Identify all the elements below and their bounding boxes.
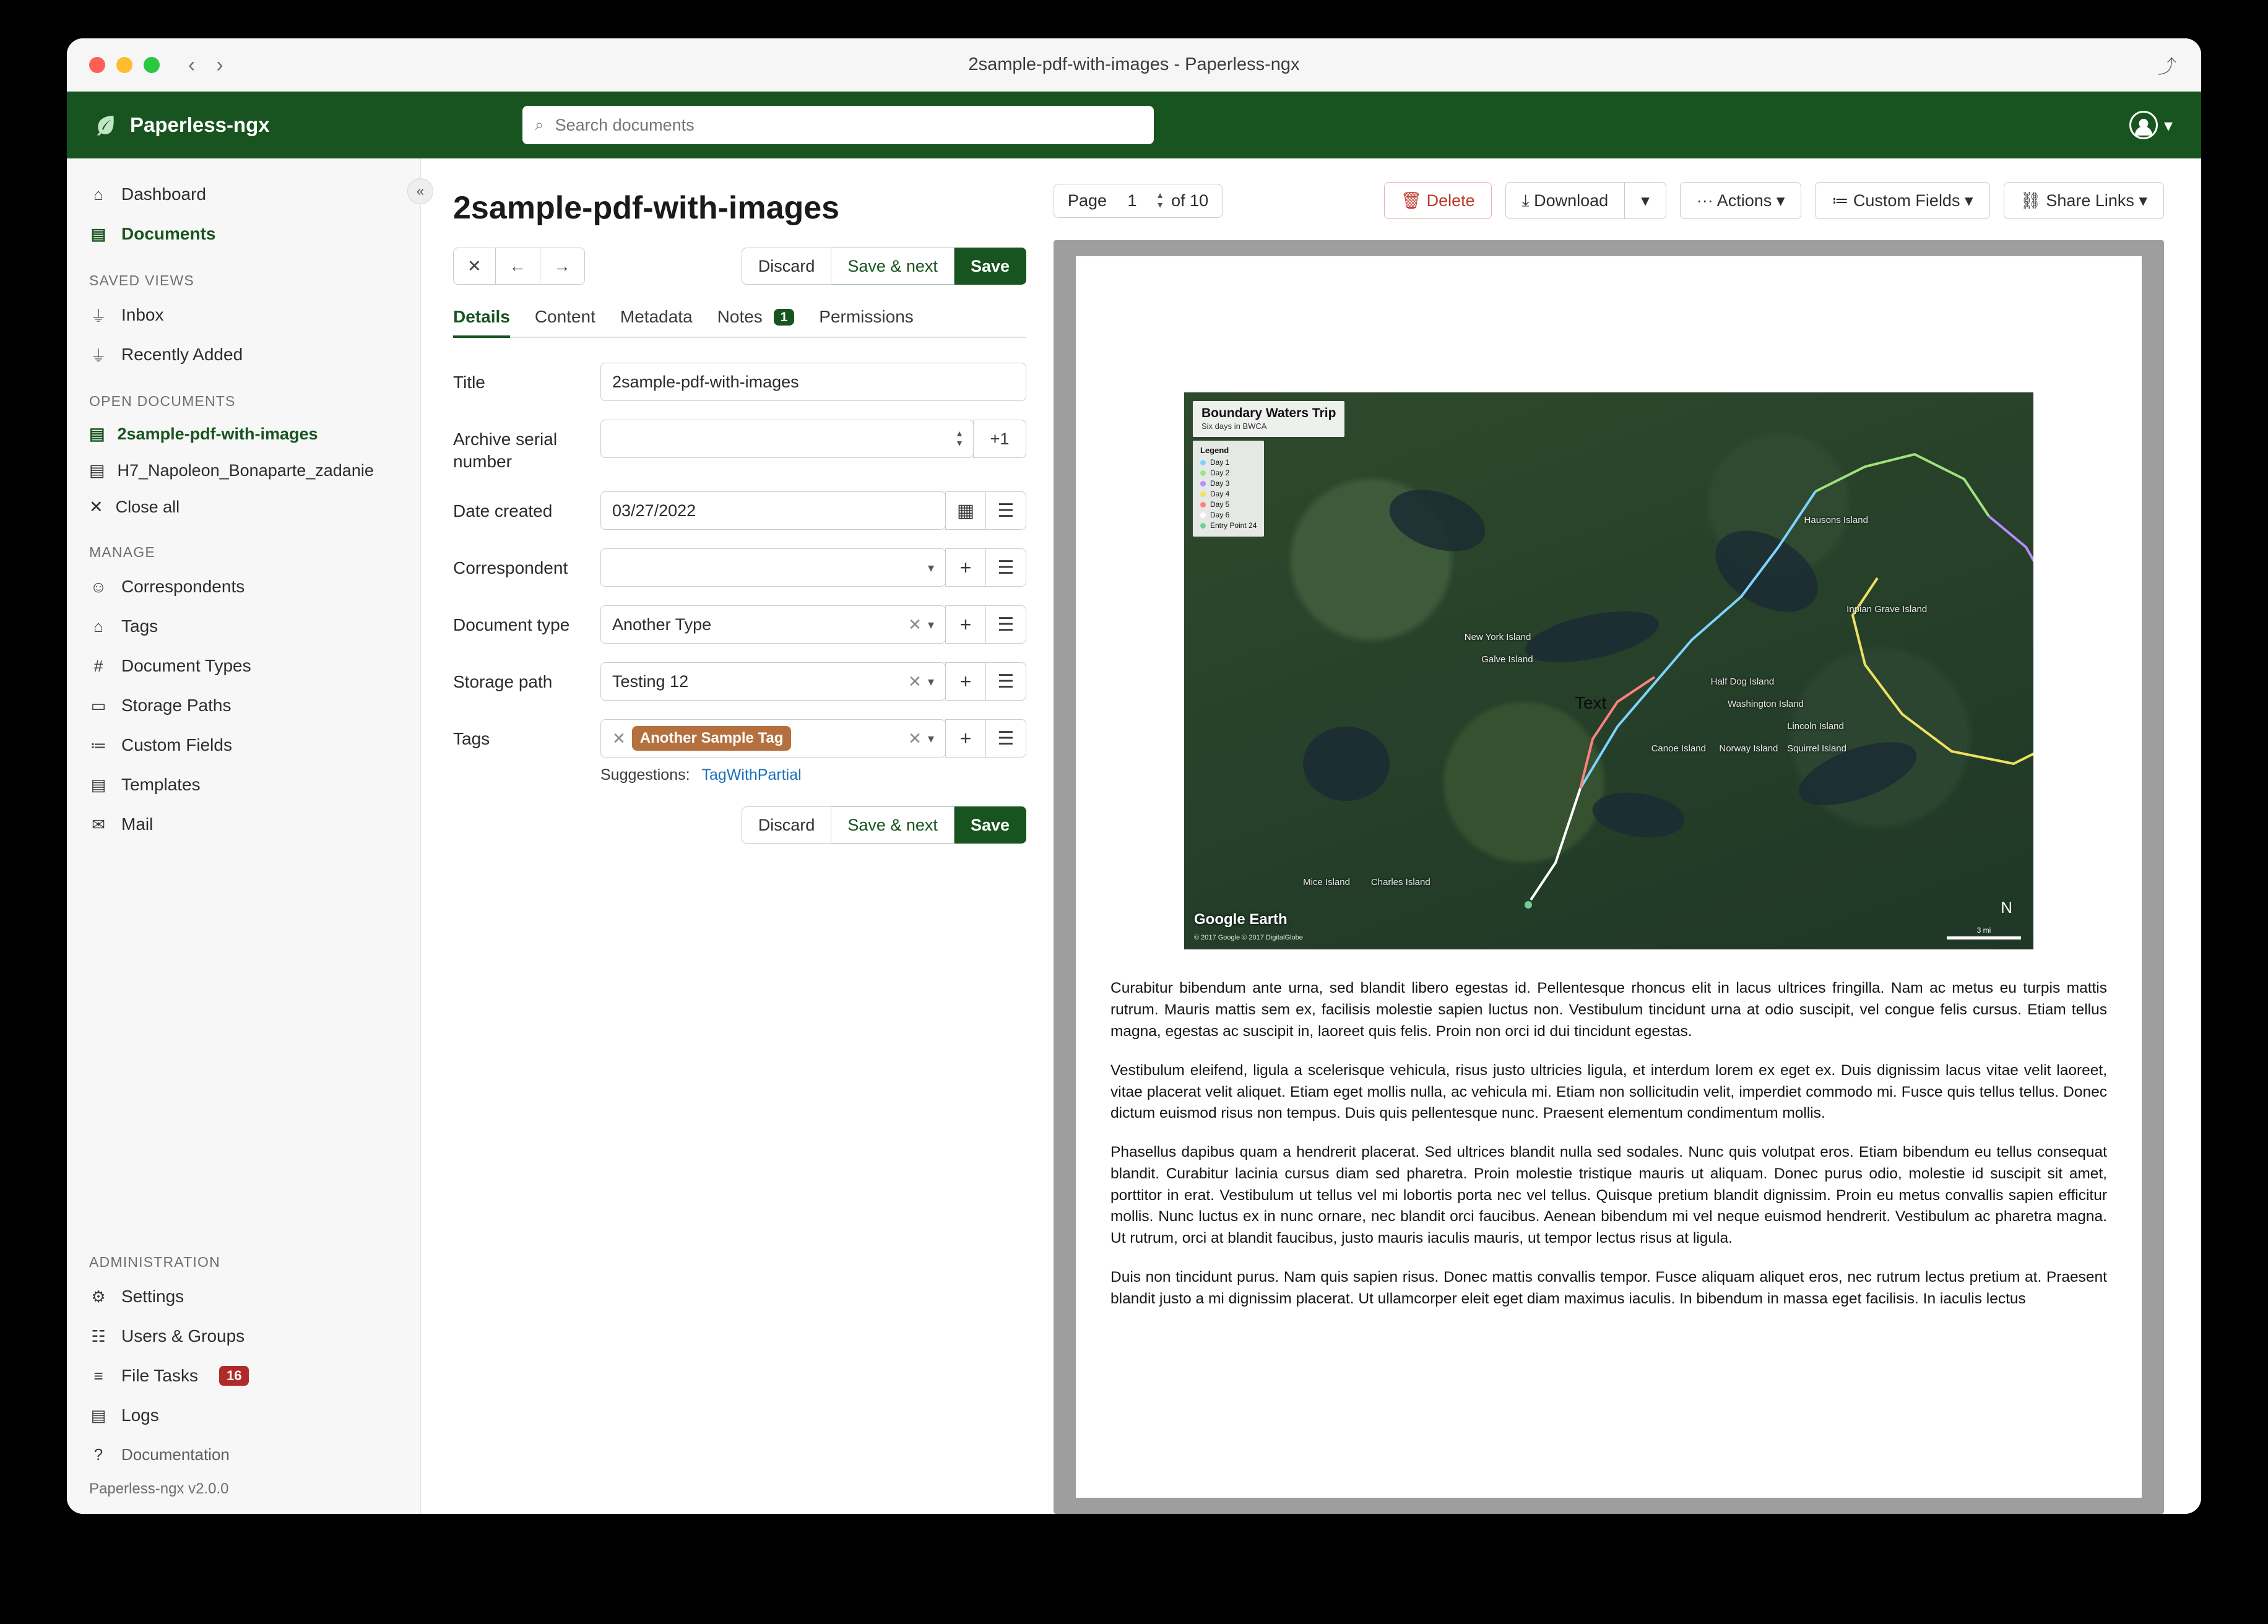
map-routes [1184, 392, 2033, 949]
field-storage-path [453, 662, 1026, 701]
delete-label: Delete [1426, 191, 1475, 210]
correspondent-label: Correspondent [453, 558, 568, 578]
template-icon: ▤ [90, 775, 106, 794]
asn-label: Archive serial number [453, 430, 558, 472]
search-box[interactable] [522, 106, 1154, 144]
field-archive-serial-number [453, 420, 1026, 473]
pdf-canvas[interactable] [1054, 240, 2164, 1514]
sidebar-item-custom-fields[interactable] [67, 725, 420, 765]
share-icon[interactable]: ⤴ [2158, 56, 2176, 77]
suggestions-label: Suggestions: [600, 766, 690, 784]
file-tasks-badge: 16 [219, 1366, 249, 1386]
map-place-label: Inpian Grave Island [1846, 604, 1928, 615]
document-map-image [1184, 392, 2033, 949]
map-legend [1193, 441, 1264, 537]
correspondent-select[interactable] [600, 548, 946, 587]
map-place-label: Charles Island [1370, 877, 1430, 888]
forward-icon[interactable]: › [216, 53, 223, 77]
editor-tabs[interactable] [453, 307, 1026, 338]
download-button[interactable] [1505, 182, 1625, 219]
actions-label: Actions [1716, 191, 1772, 210]
sidebar-item-documentation[interactable] [89, 1435, 398, 1474]
sidebar-item-storage-paths[interactable] [67, 686, 420, 725]
sidebar-item-label: Inbox [121, 305, 164, 324]
sidebar-item-label: Correspondents [121, 577, 245, 596]
save-and-next-button-bottom[interactable]: Save & next [831, 806, 954, 844]
sidebar-item-file-tasks[interactable] [89, 1356, 398, 1396]
tag-suggestions [600, 766, 1026, 784]
sidebar-item-documents[interactable] [67, 214, 420, 254]
next-document-button[interactable]: → [540, 248, 585, 285]
map-title-box [1193, 401, 1344, 437]
field-title [453, 363, 1026, 401]
save-and-next-button[interactable]: Save & next [831, 248, 954, 285]
remove-tag-icon[interactable]: ✕ [612, 728, 626, 748]
discard-button[interactable]: Discard [742, 248, 832, 285]
sidebar-heading-open-documents: OPEN DOCUMENTS [89, 393, 236, 409]
document-viewer [1054, 158, 2201, 1514]
sidebar-item-recently-added[interactable] [67, 335, 420, 374]
save-buttons-bottom [453, 806, 1026, 844]
google-earth-logo: Google Earth [1194, 911, 1288, 928]
editor-action-bar [453, 248, 1026, 285]
chevron-down-icon[interactable]: ▾ [927, 732, 934, 746]
logs-icon: ▤ [90, 1406, 106, 1425]
add-storage-path-button[interactable]: + [945, 662, 986, 701]
map-place-label: Squirrel Island [1787, 743, 1846, 754]
map-place-label: Hausons Island [1804, 515, 1868, 526]
calendar-icon[interactable]: ▦ [945, 491, 986, 530]
tab-notes[interactable] [717, 307, 795, 337]
funnel-icon: ⏚ [90, 346, 106, 365]
page-label: Page [1068, 191, 1107, 210]
map-place-label: Norway Island [1719, 743, 1778, 754]
leaf-icon [93, 113, 118, 137]
folder-icon: ▭ [90, 696, 106, 715]
app-version: Paperless-ngx v2.0.0 [89, 1480, 229, 1497]
download-icon: ⤓ [1521, 191, 1530, 210]
share-links-button[interactable] [2004, 182, 2164, 219]
clear-tags-icon[interactable]: ✕ [908, 728, 922, 748]
sidebar-item-label: File Tasks [121, 1366, 198, 1385]
chevron-down-icon: ▾ [1776, 191, 1785, 210]
sidebar-collapse-button[interactable]: « [407, 178, 433, 204]
field-document-type [453, 605, 1026, 644]
document-paragraph: Phasellus dapibus quam a hendrerit placerat. Sed ultrices blandit nulla sed sodales. Nunc quis volutpat eros. Etiam bibendum eu tellus consequat blandit. Curabitur lacinia cursus diam sed pharetra. Proin molestie tristique mauris ut aliquam. Donec purus odio, molestie id suscipit sit amet, porttitor in erat. Vestibulum ut tellus vel mi lobortis porta nec vel tellus. Quisque pretium blandit dignissim. Proin eu metus convallis sapien efficitur mollis. Nunc luctus ex in nunc ornare, nec blandit orci faucibus. Aenean bibendum mi vel neque euismod hendrerit. Vestibulum ac pharetra magna. Ut rutrum, orci at blandit faucibus, justo mauris iaculis mauris, ut tempor lectus risus at ligula. [1110, 1144, 2107, 1247]
chevron-down-icon: ▾ [1964, 191, 1973, 210]
date-input[interactable] [600, 491, 946, 530]
fields-icon: ≔ [1832, 191, 1849, 210]
back-icon[interactable]: ‹ [188, 53, 196, 77]
chevron-down-icon[interactable]: ▾ [927, 675, 934, 689]
document-icon: ▤ [89, 461, 105, 480]
sidebar-item-logs[interactable] [89, 1396, 398, 1435]
custom-fields-label: Custom Fields [1853, 191, 1960, 210]
storage-path-filter-icon[interactable]: ☰ [985, 662, 1026, 701]
map-place-label: Canoe Island [1651, 743, 1706, 754]
sidebar-heading-manage: MANAGE [89, 544, 155, 560]
notes-count-badge: 1 [774, 309, 795, 326]
page-stepper-icon[interactable]: ▴ ▾ [1158, 189, 1163, 211]
sidebar-item-label: Logs [121, 1406, 159, 1425]
discard-button-bottom[interactable]: Discard [742, 806, 832, 844]
field-date-created [453, 491, 1026, 530]
download-options-button[interactable]: ▾ [1625, 182, 1666, 219]
window-title: 2sample-pdf-with-images - Paperless-ngx [968, 54, 1300, 74]
storage-path-select[interactable] [600, 662, 946, 701]
document-paragraph: Vestibulum eleifend, ligula a scelerisque vehicula, risus justo ultricies ligula, et interdum lorem ex eget ex. Duis dignissim lacus vitae velit laoreet, vitae placerat velit aliquet. Etiam eget mollis nulla, ac vehicula mi. Etiam non sollicitudin velit, imperdiet commodo mi. Fusce quis tellus tellus. Donec dictum euismod risus non tempus. Duis quis pellentesque nunc. Praesent elementum condimentum mollis. [1110, 1061, 2107, 1122]
title-label: Title [453, 373, 485, 392]
tab-details[interactable] [453, 307, 510, 337]
map-place-label: Lincoln Island [1787, 721, 1844, 732]
download-group[interactable] [1505, 182, 1666, 219]
sidebar-item-tags[interactable] [67, 607, 420, 646]
close-document-button[interactable]: ✕ [453, 248, 496, 285]
page-total-label: of 10 [1171, 191, 1209, 210]
clear-storage-path-icon[interactable]: ✕ [908, 672, 922, 691]
sidebar-heading-administration: ADMINISTRATION [89, 1254, 220, 1270]
pdf-page [1076, 256, 2142, 1498]
scale-label: 3 mi [1976, 926, 1991, 935]
storage-path-value: Testing 12 [612, 672, 689, 691]
documents-icon: ▤ [90, 224, 106, 243]
sidebar-item-inbox[interactable] [67, 295, 420, 335]
previous-document-button[interactable]: ← [496, 248, 540, 285]
storage-path-label: Storage path [453, 672, 553, 692]
map-subtitle: Six days in BWCA [1201, 421, 1267, 431]
sidebar-item-mail[interactable] [67, 805, 420, 844]
download-label: Download [1534, 191, 1609, 210]
sidebar-item-label: Custom Fields [121, 735, 232, 754]
chevron-down-icon: ▾ [2139, 191, 2147, 210]
close-icon: ✕ [89, 498, 103, 516]
legend-title: Legend [1200, 446, 1229, 456]
asn-next-button[interactable]: +1 [973, 420, 1026, 458]
hash-icon: # [93, 656, 103, 675]
delete-button[interactable] [1384, 182, 1492, 219]
trash-icon: 🗑 [1400, 191, 1422, 210]
sidebar [67, 158, 425, 1514]
chevron-down-icon[interactable]: ▾ [2163, 115, 2173, 135]
sidebar-item-settings[interactable] [89, 1277, 398, 1316]
chevron-down-icon[interactable]: ▾ [927, 618, 934, 632]
window-titlebar [67, 38, 2201, 92]
tab-content[interactable] [535, 307, 595, 337]
tab-metadata[interactable] [620, 307, 693, 337]
page-number-input[interactable] [1115, 191, 1149, 211]
sidebar-item-label: Tags [121, 616, 158, 636]
map-place-label: Galve Island [1481, 654, 1533, 665]
home-icon: ⌂ [93, 184, 103, 204]
save-button-bottom[interactable]: Save [954, 806, 1026, 844]
legend-item: Day 1 [1210, 458, 1230, 467]
page-title: 2sample-pdf-with-images [453, 190, 840, 226]
add-document-type-button[interactable]: + [945, 605, 986, 644]
date-value: 03/27/2022 [612, 501, 696, 520]
legend-item: Day 5 [1210, 500, 1230, 509]
sidebar-close-all-button[interactable] [67, 489, 420, 525]
sidebar-item-label: H7_Napoleon_Bonaparte_zadanie [117, 461, 374, 480]
viewer-toolbar [1054, 182, 2164, 219]
sidebar-footer [67, 1235, 420, 1514]
document-type-value: Another Type [612, 615, 712, 634]
page-selector[interactable] [1054, 184, 1223, 218]
stepper-icon[interactable]: ▴ ▾ [956, 428, 962, 449]
compass-icon: N [2001, 898, 2012, 917]
document-text [1106, 978, 2112, 1310]
field-correspondent [453, 548, 1026, 587]
document-paragraph: Duis non tincidunt purus. Nam quis sapien risus. Donec mattis convallis tempor. Fusce aliquam aliquet eros, nec rutrum lectus pretium at. Praesent blandit justo a mi dignissim placerat. Ut ullamcorper eleit eget diam maximus iaculis. In bibendum in massa eget facilisis. In iaculis lectus [1110, 1268, 2107, 1307]
search-input[interactable] [554, 115, 1141, 136]
map-place-label: Washington Island [1728, 699, 1804, 710]
user-menu[interactable] [2129, 111, 2173, 139]
legend-item: Day 2 [1210, 469, 1230, 478]
tags-label: Tags [453, 729, 490, 749]
sidebar-item-label: Templates [121, 775, 201, 794]
save-buttons-top[interactable] [742, 248, 1026, 285]
tab-permissions[interactable] [819, 307, 913, 337]
sidebar-item-label: Close all [115, 498, 180, 516]
gear-icon: ⚙ [91, 1287, 106, 1306]
map-credit: © 2017 Google © 2017 DigitalGlobe [1194, 933, 1303, 941]
document-type-label: Document type [453, 615, 570, 635]
legend-item: Day 3 [1210, 479, 1230, 488]
share-links-label: Share Links [2046, 191, 2134, 210]
map-overlay-text: Text [1575, 693, 1607, 713]
title-input[interactable] [600, 363, 1026, 401]
correspondent-filter-icon[interactable]: ☰ [985, 548, 1026, 587]
sidebar-item-label: Documentation [121, 1445, 230, 1464]
document-type-filter-icon[interactable]: ☰ [985, 605, 1026, 644]
chevron-down-icon[interactable]: ▾ [927, 561, 934, 575]
document-edit-pane [421, 158, 1054, 1514]
custom-fields-button[interactable] [1815, 182, 1989, 219]
tab-label: Permissions [819, 307, 914, 327]
ellipsis-icon: ··· [1696, 191, 1713, 210]
tag-chip[interactable]: Another Sample Tag [632, 726, 792, 751]
mail-icon: ✉ [92, 814, 105, 834]
clear-document-type-icon[interactable]: ✕ [908, 615, 922, 634]
sidebar-item-label: 2sample-pdf-with-images [117, 425, 318, 443]
sidebar-item-label: Recently Added [121, 345, 243, 364]
sidebar-open-document-1[interactable] [67, 416, 420, 452]
tab-label: Notes [717, 307, 763, 327]
app-body [67, 158, 2201, 1514]
tag-icon: ⌂ [93, 616, 103, 636]
users-icon: ☷ [91, 1326, 106, 1345]
field-tags [453, 719, 1026, 758]
map-place-label: Mice Island [1303, 877, 1350, 888]
document-paragraph: Curabitur bibendum ante urna, sed blandit libero egestas id. Pellentesque rhoncus elit in lacus ultrices fringilla. Nam ac metus eu turpis mattis rutrum. Mauris mattis sem ex, facilisis molestie sapien luctus non. Vestibulum tincidunt urna at odio suscipit, vel congue felis cursus. Etiam tellus magna, egestas ac suscipit in, laoreet quis felis. Proin non orci id dui tincidunt egestas. [1110, 980, 2107, 1040]
legend-item: Entry Point 24 [1210, 521, 1257, 530]
sidebar-open-document-2[interactable] [67, 452, 420, 489]
map-scale [1947, 926, 2021, 939]
app-window [67, 38, 2201, 1514]
tasks-icon: ≡ [93, 1366, 103, 1385]
sidebar-heading-saved-views: SAVED VIEWS [89, 272, 194, 288]
sidebar-item-label: Settings [121, 1287, 184, 1306]
sidebar-item-label: Storage Paths [121, 696, 232, 715]
sidebar-item-label: Document Types [121, 656, 251, 675]
tab-label: Details [453, 307, 510, 327]
document-type-select[interactable] [600, 605, 946, 644]
sidebar-item-label: Users & Groups [121, 1326, 245, 1345]
list-icon: ≔ [90, 735, 106, 754]
search-icon: ⌕ [535, 115, 544, 134]
sidebar-item-correspondents[interactable] [67, 567, 420, 607]
main-content [421, 158, 2201, 1514]
map-title: Boundary Waters Trip [1201, 406, 1336, 421]
sidebar-item-label: Dashboard [121, 184, 206, 204]
title-value: 2sample-pdf-with-images [612, 372, 799, 391]
save-button[interactable]: Save [954, 248, 1026, 285]
map-place-label: Half Dog Island [1710, 676, 1775, 688]
sidebar-item-dashboard[interactable] [67, 175, 420, 214]
add-correspondent-button[interactable]: + [945, 548, 986, 587]
brand[interactable] [93, 113, 270, 137]
sidebar-item-label: Mail [121, 814, 154, 834]
link-icon: ⛓ [2020, 191, 2041, 210]
app-header [67, 92, 2201, 158]
document-icon: ▤ [89, 425, 105, 443]
sidebar-item-label: Documents [121, 224, 216, 243]
date-label: Date created [453, 501, 553, 521]
sidebar-item-users-groups[interactable] [89, 1316, 398, 1356]
sidebar-item-document-types[interactable] [67, 646, 420, 686]
funnel-icon: ⏚ [90, 306, 106, 326]
tab-label: Content [534, 307, 595, 327]
suggestion-tagwithpartial[interactable]: TagWithPartial [701, 766, 802, 784]
tab-label: Metadata [620, 307, 693, 327]
document-nav-buttons[interactable] [453, 248, 585, 285]
actions-button[interactable] [1680, 182, 1802, 219]
date-filter-icon[interactable]: ☰ [985, 491, 1026, 530]
help-icon: ? [93, 1445, 103, 1464]
sidebar-item-templates[interactable] [67, 765, 420, 805]
asn-input[interactable] [600, 420, 974, 458]
brand-label: Paperless-ngx [130, 113, 270, 136]
add-tag-button[interactable]: + [945, 719, 986, 758]
person-icon: ☺ [90, 577, 107, 596]
map-place-label: New York Island [1464, 632, 1531, 643]
tags-filter-icon[interactable]: ☰ [985, 719, 1026, 758]
legend-item: Day 4 [1210, 490, 1230, 499]
legend-item: Day 6 [1210, 511, 1230, 520]
account-icon[interactable] [2129, 111, 2158, 139]
tags-select[interactable] [600, 719, 946, 758]
